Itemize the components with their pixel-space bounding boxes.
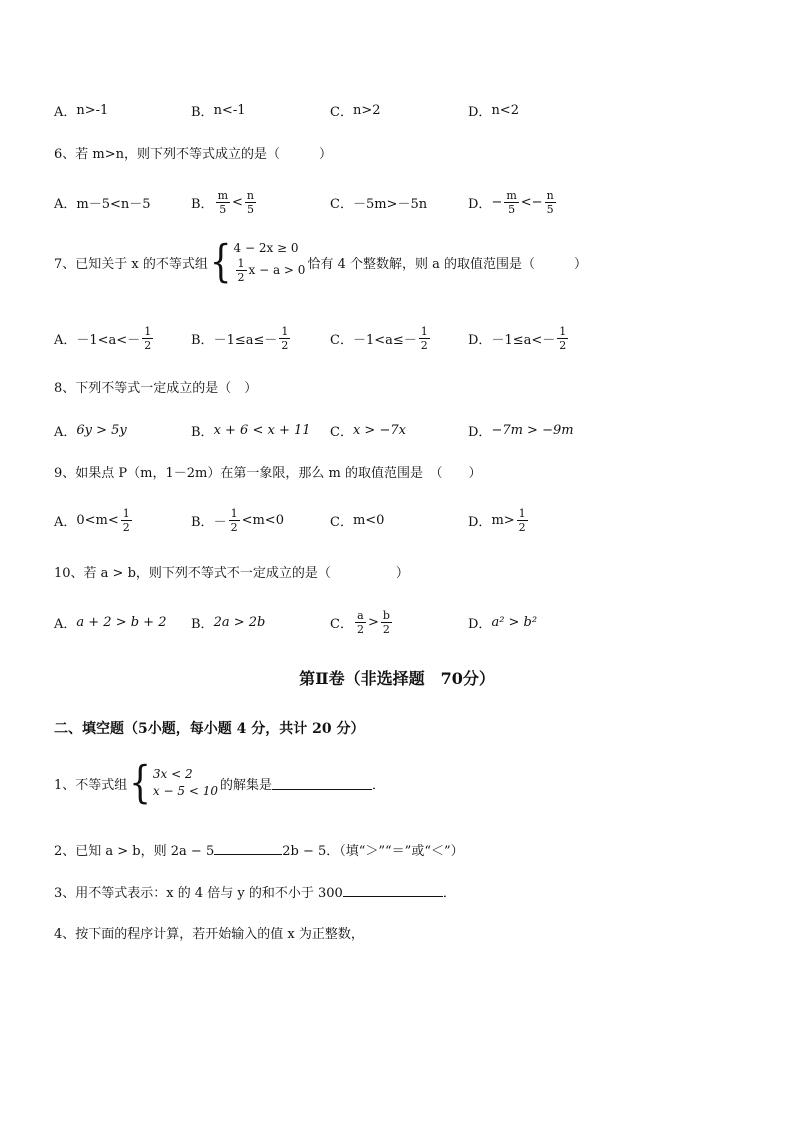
q10-options xyxy=(54,602,754,642)
q6-options xyxy=(54,182,754,222)
fill-question-1: 1、不等式组 { 3x < 2 x − 5 < 10 的解集是 ． xyxy=(54,757,385,809)
q6-option-a: A． m－5<n－5 xyxy=(54,196,151,212)
q7-option-b: B． －1≤a≤－ $\frac{1}{2}$ xyxy=(191,324,289,352)
part2-title: 第Ⅱ卷（非选择题 70分） xyxy=(299,669,495,688)
q8-option-c: C． x > −7x xyxy=(330,422,406,440)
fill-question-4: 4、按下面的程序计算，若开始输入的值 x 为正整数， xyxy=(54,927,364,942)
q9-option-b: B． － $\frac{1}{2}$ <m<0 xyxy=(191,506,284,534)
q6-option-b: B． $\frac{m}{5}$ < $\frac{n}{5}$ xyxy=(191,188,254,216)
q6-option-d: D． − $\frac{m}{5}$ <− $\frac{n}{5}$ xyxy=(468,188,554,216)
fill-question-3: 3、用不等式表示：x 的 4 倍与 y 的和不小于 300 ． xyxy=(54,882,456,901)
answer-blank[interactable] xyxy=(272,776,372,790)
inequality-system: { 4 − 2x ≥ 0 $\frac{1}{2}$ x − a > 0 xyxy=(209,236,306,288)
q5-option-d: D． n<2 xyxy=(468,102,519,120)
q10-option-a: A． a + 2 > b + 2 xyxy=(54,614,167,632)
q6-stem: 6、若 m>n，则下列不等式成立的是（ ） xyxy=(54,147,332,162)
q5-option-a: A． n>-1 xyxy=(54,102,109,120)
q7-option-a: A． －1<a<－ $\frac{1}{2}$ xyxy=(54,324,152,352)
q9-option-a: A． 0<m< $\frac{1}{2}$ xyxy=(54,506,130,534)
q8-stem: 8、下列不等式一定成立的是（ ） xyxy=(54,381,258,396)
fraction: $\frac{n}{5}$ xyxy=(546,188,554,216)
q8-options xyxy=(54,410,754,450)
q5-option-b: B． n<-1 xyxy=(191,102,246,120)
q10-option-d: D． a² > b² xyxy=(468,614,538,632)
q5-options xyxy=(54,90,754,130)
q7-option-c: C． －1<a≤－ $\frac{1}{2}$ xyxy=(330,324,428,352)
q9-option-c: C． m<0 xyxy=(330,512,385,530)
inequality-system: { 3x < 2 x − 5 < 10 xyxy=(129,757,218,809)
q8-option-b: B． x + 6 < x + 11 xyxy=(191,422,311,440)
fraction: $\frac{n}{5}$ xyxy=(246,188,254,216)
answer-blank[interactable] xyxy=(214,841,282,855)
q10-option-c: C． $\frac{a}{2}$ > $\frac{b}{2}$ xyxy=(330,608,390,636)
q9-options xyxy=(54,500,754,540)
fraction: $\frac{m}{5}$ xyxy=(217,188,228,216)
q8-option-d: D． −7m > −9m xyxy=(468,422,574,440)
fill-question-2: 2、已知 a > b，则 2a − 5 2b − 5．（填“＞”“＝”或“＜”） xyxy=(54,840,464,859)
q10-stem: 10、若 a > b，则下列不等式不一定成立的是（ ） xyxy=(54,566,409,581)
q9-stem: 9、如果点 P（m，1－2m）在第一象限，那么 m 的取值范围是 （ ） xyxy=(54,466,482,481)
fill-in-heading: 二、填空题（5小题，每小题 4 分，共计 20 分） xyxy=(54,721,365,737)
answer-blank[interactable] xyxy=(343,883,443,897)
q6-option-c: C． －5m>－5n xyxy=(330,196,428,212)
q7-options xyxy=(54,318,754,358)
q7-option-d: D． －1≤a<－ $\frac{1}{2}$ xyxy=(468,324,567,352)
q5-option-c: C． n>2 xyxy=(330,102,381,120)
q9-option-d: D． m> $\frac{1}{2}$ xyxy=(468,506,526,534)
q8-option-a: A． 6y > 5y xyxy=(54,422,127,440)
q7-stem: 7、已知关于 x 的不等式组 { 4 − 2x ≥ 0 $\frac{1}{2}$ x − a > 0 恰有 4 个整数解，则 a 的取值范围是（ ） xyxy=(54,236,588,288)
q10-option-b: B． 2a > 2b xyxy=(191,614,266,632)
fraction: $\frac{m}{5}$ xyxy=(506,188,517,216)
